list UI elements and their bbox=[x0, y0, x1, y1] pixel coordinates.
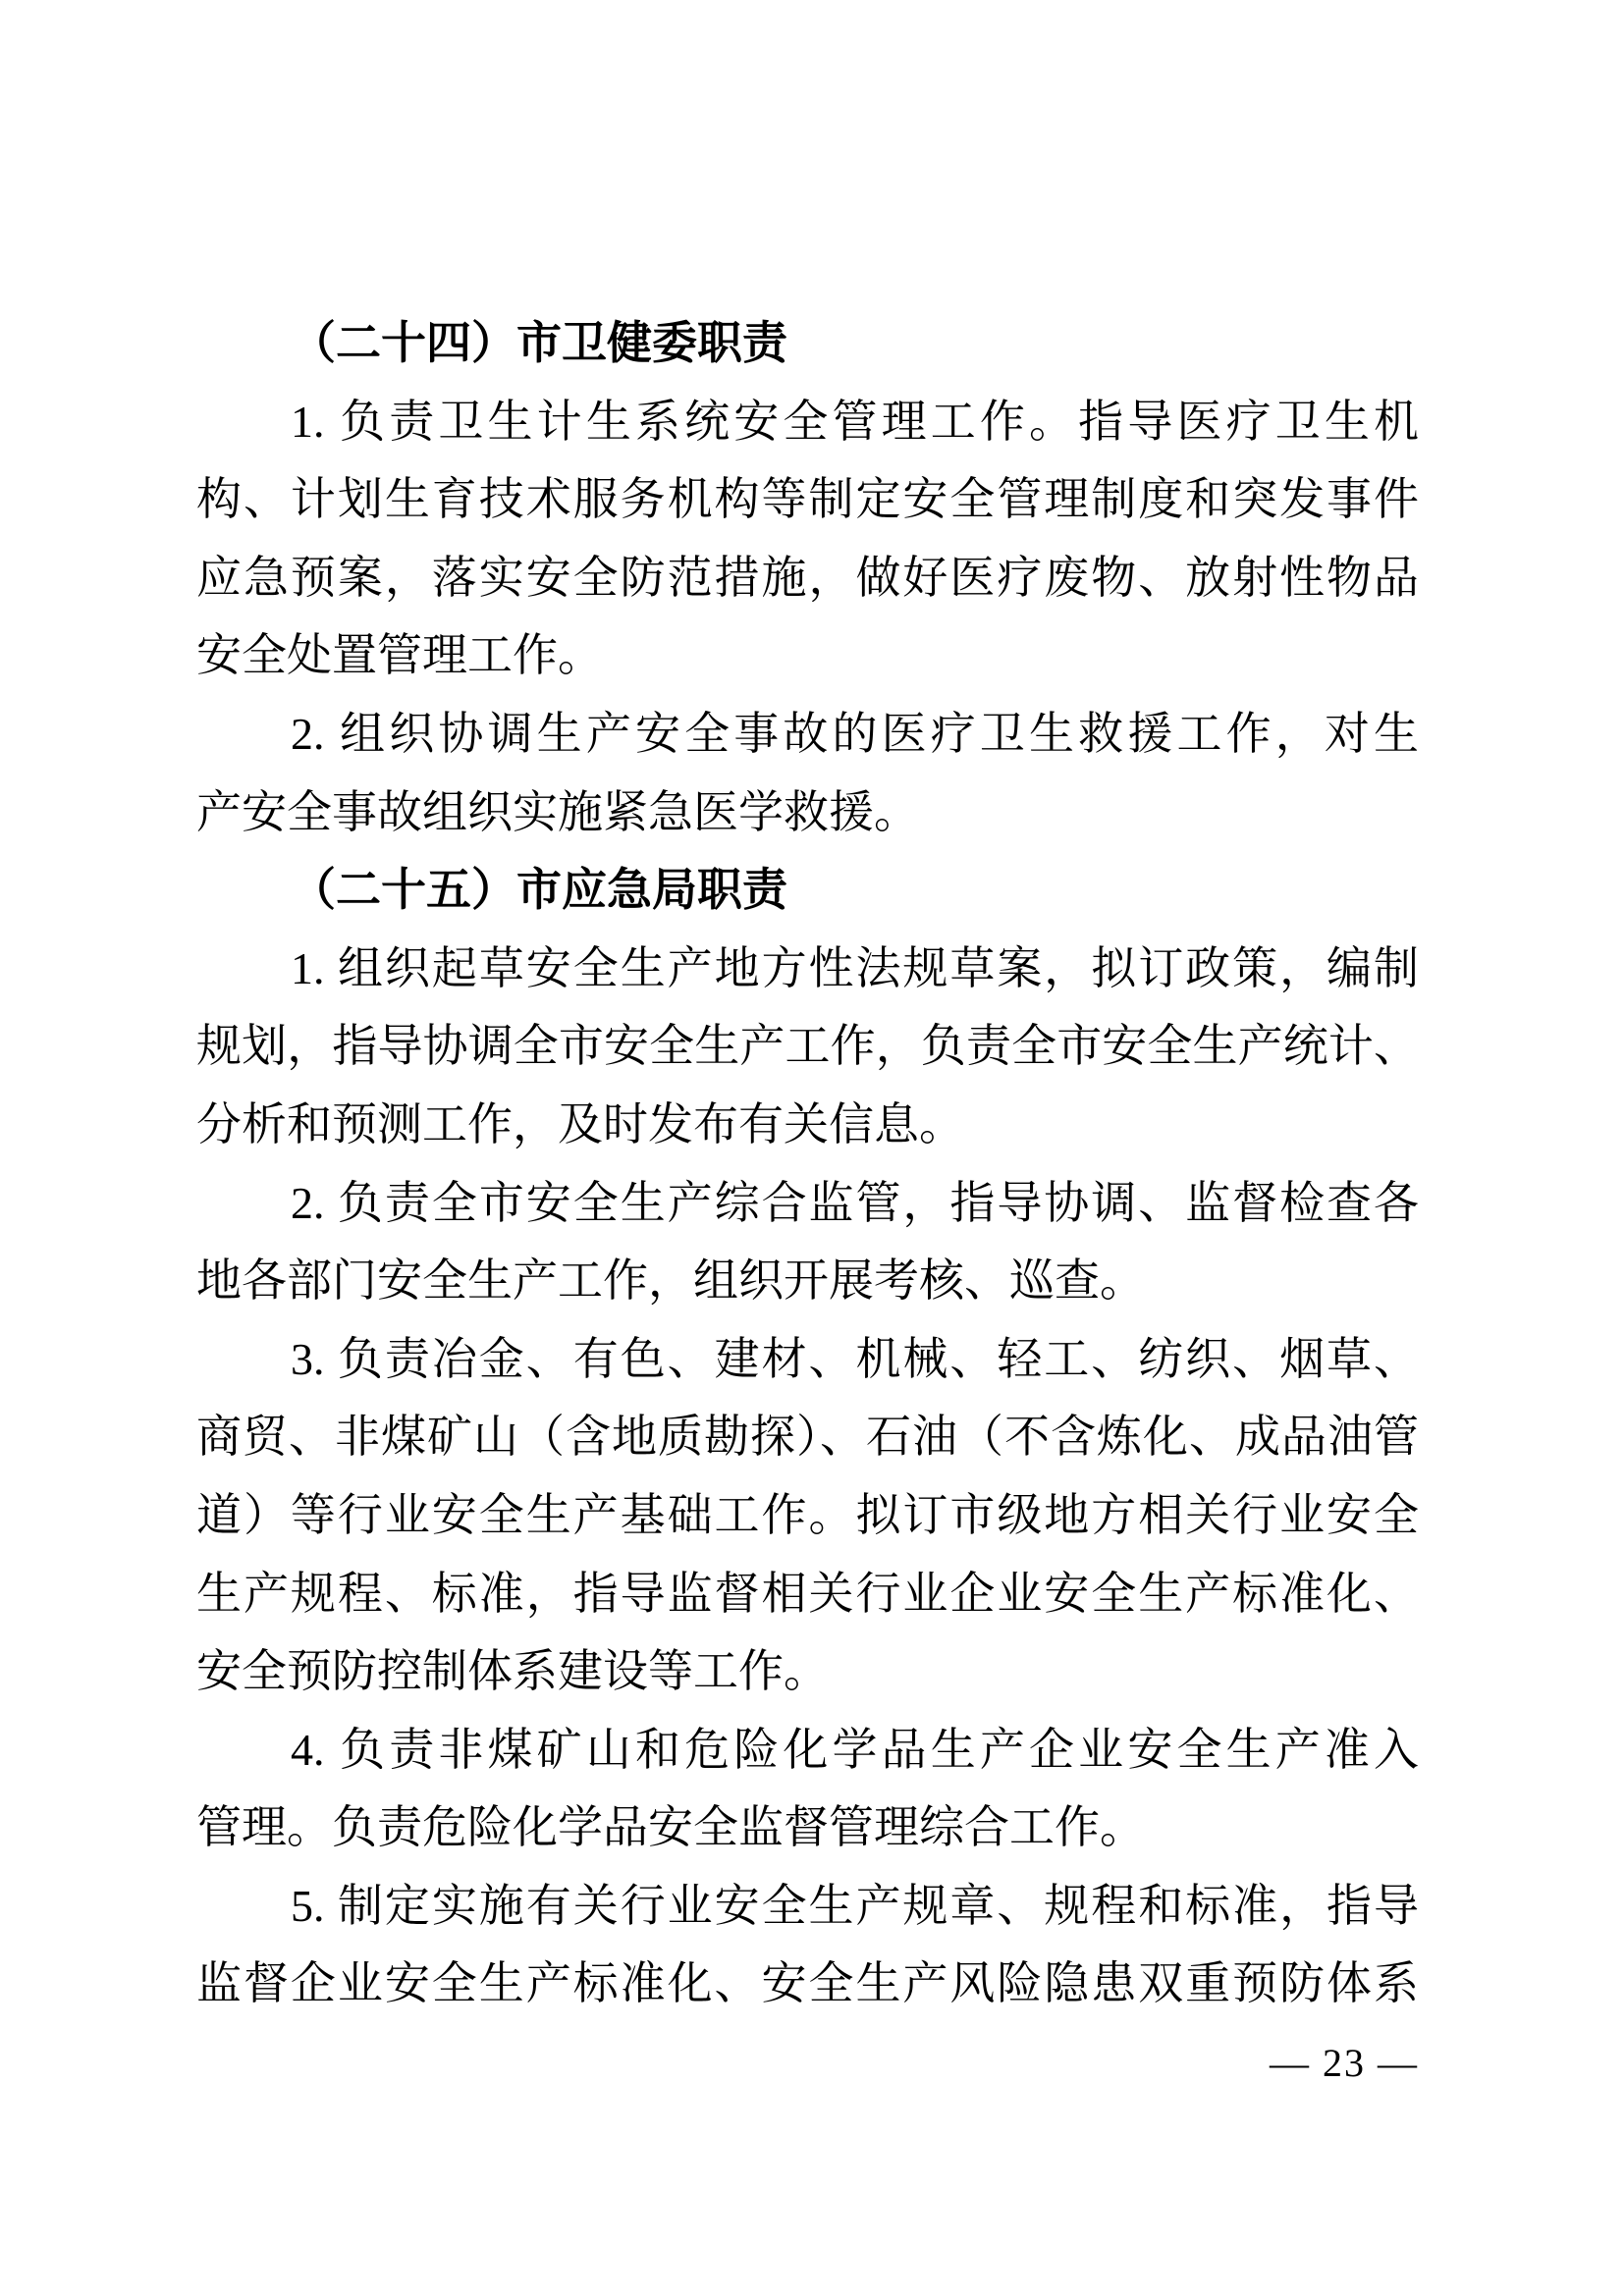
text-line: 2. 组织协调生产安全事故的医疗卫生救援工作，对生 bbox=[291, 708, 1419, 759]
text-line: 管理。负责危险化学品安全监督管理综合工作。 bbox=[196, 1802, 1145, 1853]
text-line: 应急预案，落实安全防范措施，做好医疗废物、放射性物品 bbox=[196, 552, 1419, 603]
text-line: 安全处置管理工作。 bbox=[196, 630, 603, 681]
text-line: 规划，指导协调全市安全生产工作，负责全市安全生产统计、 bbox=[196, 1021, 1419, 1072]
section-heading: （二十五）市应急局职责 bbox=[291, 865, 787, 916]
document-body bbox=[196, 304, 1419, 2023]
text-line: 构、计划生育技术服务机构等制定安全管理制度和突发事件 bbox=[196, 474, 1419, 525]
text-line: 道）等行业安全生产基础工作。拟订市级地方相关行业安全 bbox=[196, 1489, 1419, 1540]
text-line: 生产规程、标准，指导监督相关行业企业安全生产标准化、 bbox=[196, 1568, 1419, 1619]
text-line: 4. 负责非煤矿山和危险化学品生产企业安全生产准入 bbox=[291, 1724, 1419, 1775]
text-line: 3. 负责冶金、有色、建材、机械、轻工、纺织、烟草、 bbox=[291, 1333, 1419, 1384]
text-line: 产安全事故组织实施紧急医学救援。 bbox=[196, 786, 919, 837]
section-heading: （二十四）市卫健委职责 bbox=[291, 318, 787, 368]
text-line: 1. 组织起草安全生产地方性法规草案，拟订政策，编制 bbox=[291, 942, 1419, 993]
text-line: 地各部门安全生产工作，组织开展考核、巡查。 bbox=[196, 1255, 1145, 1307]
text-line: 商贸、非煤矿山（含地质勘探）、石油（不含炼化、成品油管 bbox=[196, 1412, 1419, 1463]
text-line: 监督企业安全生产标准化、安全生产风险隐患双重预防体系 bbox=[196, 1958, 1419, 2009]
text-line: 分析和预测工作，及时发布有关信息。 bbox=[196, 1098, 964, 1149]
page-number: — 23 — bbox=[1270, 2041, 1419, 2085]
text-line: 安全预防控制体系建设等工作。 bbox=[196, 1646, 829, 1697]
text-line: 5. 制定实施有关行业安全生产规章、规程和标准，指导 bbox=[291, 1880, 1419, 1931]
text-line: 2. 负责全市安全生产综合监管，指导协调、监督检查各 bbox=[291, 1177, 1419, 1228]
text-line: 1. 负责卫生计生系统安全管理工作。指导医疗卫生机 bbox=[291, 396, 1419, 447]
